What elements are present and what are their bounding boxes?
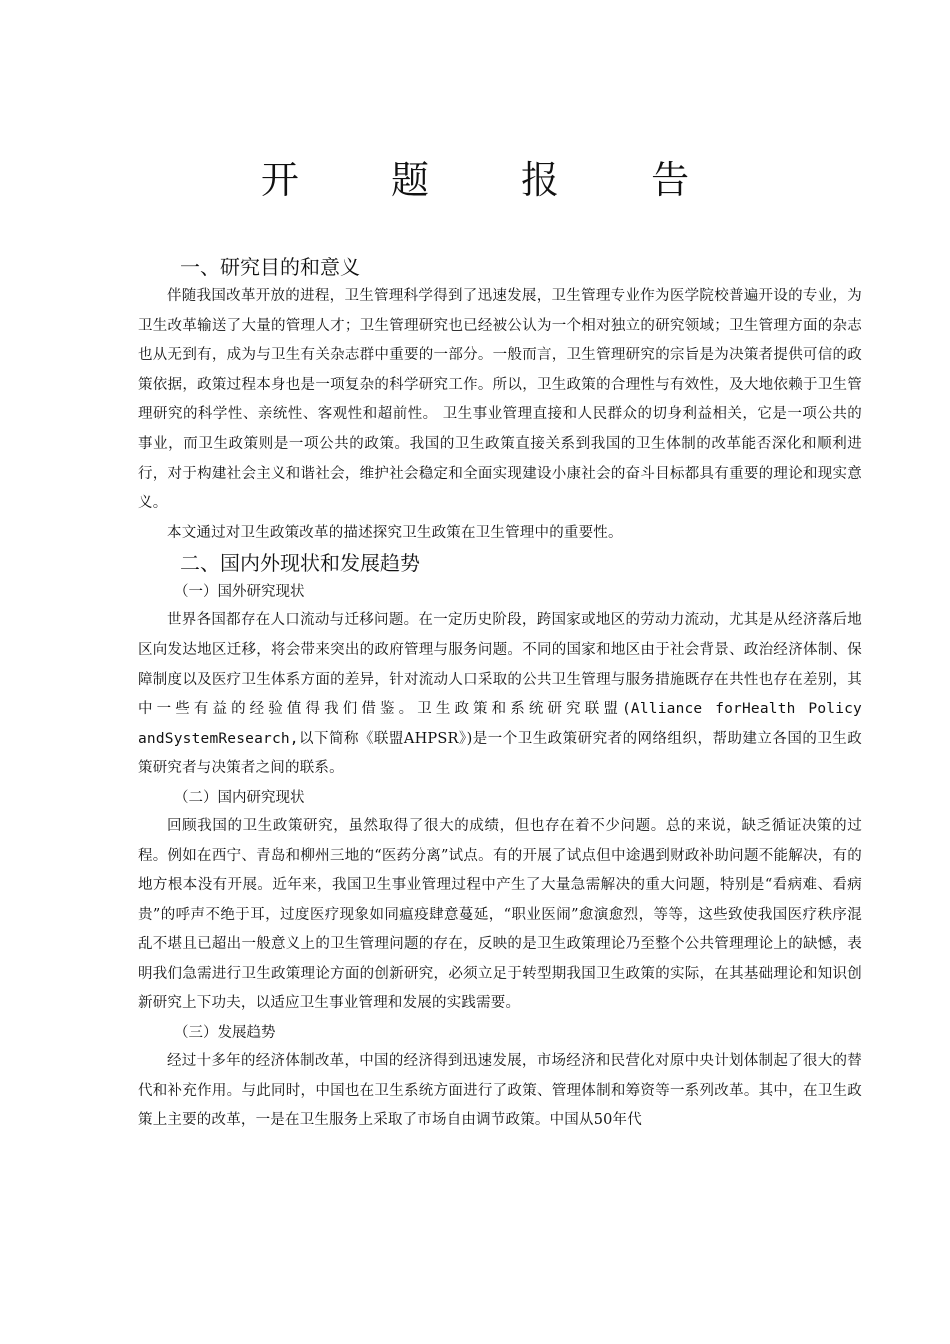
paragraph-purpose-2: 本文通过对卫生政策改革的描述探究卫生政策在卫生管理中的重要性。: [167, 524, 623, 541]
paragraph-foreign-alliance-name: (Alliance forHealth Policy andSystemResearch,: [138, 701, 862, 747]
subsection-heading-foreign: （一）国外研究现状: [174, 584, 305, 601]
paragraph-foreign-text-a: 世界各国都存在人口流动与迁移问题。在一定历史阶段，跨国家或地区的劳动力流动，尤其是从经济落后地区向发达地区迁移，将会带来突出的政府管理与服务问题。不同的国家和地区由于社会背景、政治经济体制、保障制度以及医疗卫生体系方面的差异，针对流动人口采取的公共卫生管理与服务措施既存在共性也存在差别，其中一些有益的经验值得我们借鉴。卫生政策和系统研究联盟: [138, 612, 862, 718]
document-title: 开 题 报 告: [260, 158, 730, 202]
paragraph-domestic-1: 回顾我国的卫生政策研究，虽然取得了很大的成绩，但也存在着不少问题。总的来说，缺乏循证决策的过程。例如在西宁、青岛和柳州三地的“医药分离”试点。有的开展了试点但中途遇到财政补助问题不能解决，有的地方根本没有开展。近年来，我国卫生事业管理过程中产生了大量急需解决的重大问题，特别是“看病难、看病贵”的呼声不绝于耳，过度医疗现象如同瘟疫肆意蔓延，“职业医闹”愈演愈烈，等等，这些致使我国医疗秩序混乱不堪且已超出一般意义上的卫生管理问题的存在，反映的是卫生政策理论乃至整个公共管理理论上的缺憾，表明我们急需进行卫生政策理论方面的创新研究，必须立足于转型期我国卫生政策的实际，在其基础理论和知识创新研究上下功夫，以适应卫生事业管理和发展的实践需要。: [138, 817, 862, 1012]
section-heading-purpose: 一、研究目的和意义: [180, 255, 360, 279]
paragraph-foreign-1: [138, 606, 862, 784]
subsection-heading-trend: （三）发展趋势: [174, 1025, 276, 1042]
paragraph-foreign-text-c: 以下简称《联盟AHPSR》)是一个卫生政策研究者的网络组织，帮助建立各国的卫生政策研究者与决策者之间的联系。: [138, 730, 862, 777]
document-body: [138, 252, 862, 1136]
subsection-heading-domestic: （二）国内研究现状: [174, 789, 305, 806]
paragraph-trend-1: 经过十多年的经济体制改革，中国的经济得到迅速发展，市场经济和民营化对原中央计划体制起了很大的替代和补充作用。与此同时，中国也在卫生系统方面进行了政策、管理体制和筹资等一系列改革。其中，在卫生政策上主要的改革，一是在卫生服务上采取了市场自由调节政策。中国从50年代: [138, 1053, 862, 1129]
paragraph-purpose-1: 伴随我国改革开放的进程，卫生管理科学得到了迅速发展，卫生管理专业作为医学院校普遍开设的专业，为卫生改革输送了大量的管理人才；卫生管理研究也已经被公认为一个相对独立的研究领域；卫生管理方面的杂志也从无到有，成为与卫生有关杂志群中重要的一部分。一般而言，卫生管理研究的宗旨是为决策者提供可信的政策依据，政策过程本身也是一项复杂的科学研究工作。所以，卫生政策的合理性与有效性，及大地依赖于卫生管理研究的科学性、亲统性、客观性和超前性。 卫生事业管理直接和人民群众的切身利益相关，它是一项公共的事业，而卫生政策则是一项公共的政策。我国的卫生政策直接关系到我国的卫生体制的改革能否深化和顺利进行，对于构建社会主义和谐社会，维护社会稳定和全面实现建设小康社会的奋斗目标都具有重要的理论和现实意义。: [138, 288, 862, 512]
section-heading-status: 二、国内外现状和发展趋势: [180, 551, 420, 576]
